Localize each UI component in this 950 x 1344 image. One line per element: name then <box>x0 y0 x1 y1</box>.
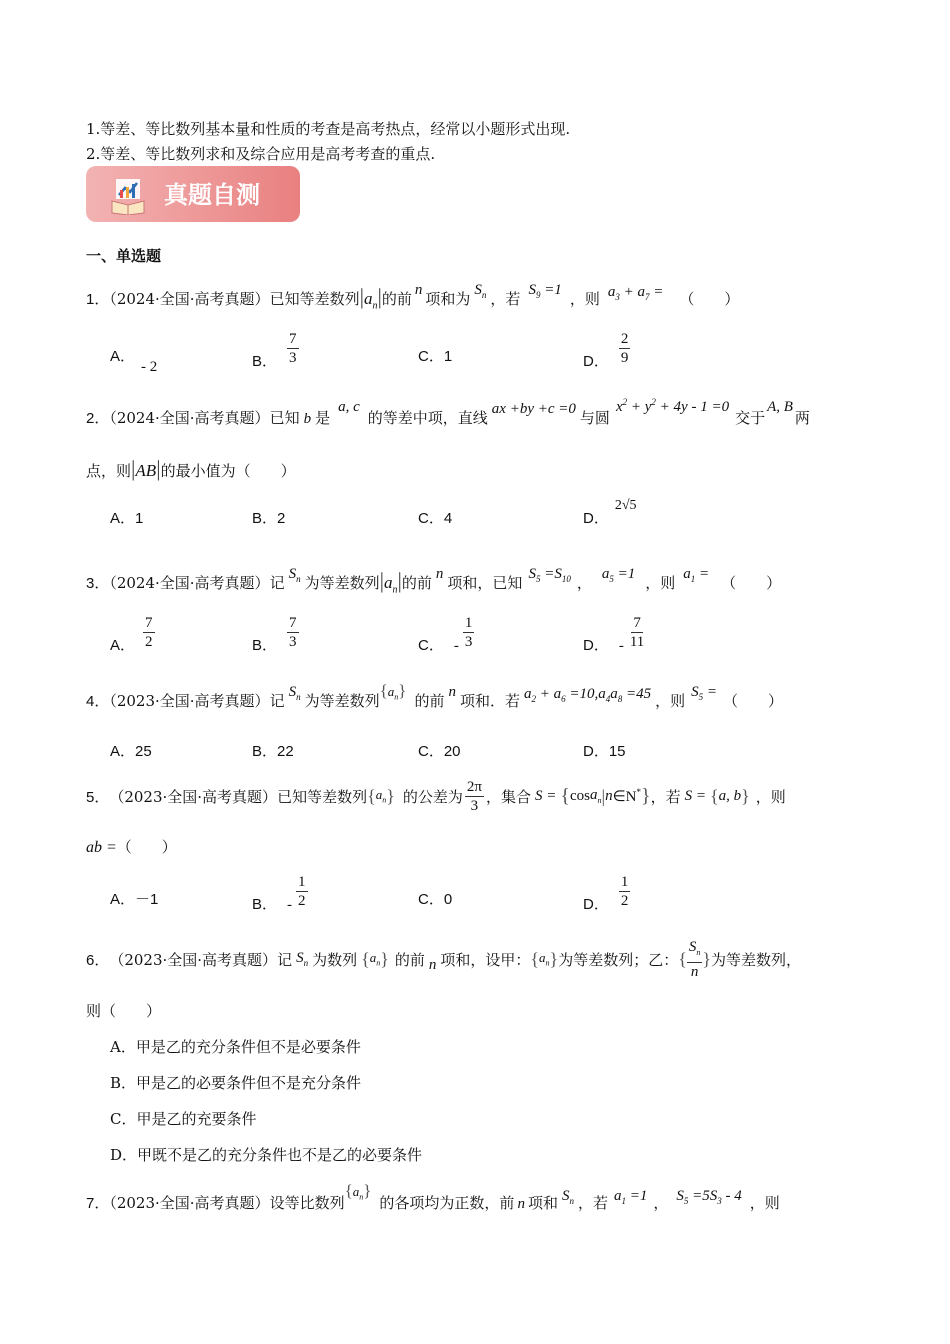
book-chart-icon <box>110 175 146 219</box>
q1-option-b[interactable]: B． $\frac{7}{3}$ <box>252 331 297 371</box>
q6-option-b[interactable]: B．甲是乙的必要条件但不是充分条件 <box>110 1074 362 1092</box>
q3-option-d[interactable]: D． - $\frac{7}{11}$ <box>583 615 645 655</box>
q1-option-d[interactable]: D． $\frac{2}{9}$ <box>583 331 629 371</box>
section-title: 一、单选题 <box>86 247 162 265</box>
q2-option-c[interactable]: C．4 <box>418 510 453 527</box>
question-7: 7．（2023·全国·高考真题）设等比数列$\{a_n\}$的各项均为正数，前 n 项和 $S_n$ ，若 $a_1 =1$ ， $S_5 =5S_3 - 4$ ，则 <box>86 1181 780 1212</box>
intro-line-1: 1.等差、等比数列基本量和性质的考查是高考热点，经常以小题形式出现. <box>86 120 571 138</box>
q4-option-d[interactable]: D．15 <box>583 743 626 760</box>
intro-line-2: 2.等差、等比数列求和及综合应用是高考考查的重点. <box>86 145 436 163</box>
question-6-line-2: 则（ ） <box>86 1002 162 1020</box>
question-6: 6． （2023·全国·高考真题） 记 $S_n$ 为数列 { $a_n$ } 的前 n 项和，设甲： { $a_n$ } 为等差数列；乙： { $\frac{S_n}{n}$ } 为等差数列， <box>86 938 801 980</box>
q5-option-c[interactable]: C．0 <box>418 891 453 908</box>
q1-option-a[interactable]: A．- 2 <box>110 348 158 375</box>
q4-option-a[interactable]: A．25 <box>110 743 152 760</box>
q2-option-a[interactable]: A．1 <box>110 510 144 527</box>
q5-option-b[interactable]: B． - $\frac{1}{2}$ <box>252 874 306 914</box>
q3-option-b[interactable]: B． $\frac{7}{3}$ <box>252 615 297 655</box>
q5-option-d[interactable]: D． $\frac{1}{2}$ <box>583 874 629 914</box>
q4-option-b[interactable]: B．22 <box>252 743 294 760</box>
question-3: 3．（2024·全国·高考真题）记 $S_n$ 为等差数列$|a_n|$的前 n 项和，已知 $S_5 =S_{10}$ ， $a_5 =1$ ，则 $a_1$ = （ ） <box>86 566 782 596</box>
question-2: 2．（2024·全国·高考真题）已知 b 是a, c的等差中项，直线 ax +by +c =0 与圆$x^2 + y^2 + 4y - 1 =0$交于A, B两 <box>86 397 810 427</box>
question-5-line-2: ab =（ ） <box>86 838 177 856</box>
q3-option-a[interactable]: A． $\frac{7}{2}$ <box>110 615 153 655</box>
q6-option-a[interactable]: A．甲是乙的充分条件但不是必要条件 <box>110 1038 361 1056</box>
q6-option-d[interactable]: D．甲既不是乙的充分条件也不是乙的必要条件 <box>110 1146 423 1164</box>
section-banner <box>86 166 300 222</box>
q6-option-c[interactable]: C．甲是乙的充要条件 <box>110 1110 257 1128</box>
q2-option-d[interactable]: D．2√5 <box>583 498 637 527</box>
q5-option-a[interactable]: A．－1 <box>110 891 159 908</box>
q4-option-c[interactable]: C．20 <box>418 743 461 760</box>
question-2-line-2: 点，则|AB|的最小值为（ ） <box>86 456 296 481</box>
q3-option-c[interactable]: C． - $\frac{1}{3}$ <box>418 615 473 655</box>
banner-title: 真题自测 <box>164 181 260 209</box>
question-1: 1．（2024·全国·高考真题）已知等差数列$|a_n|$的前 n 项和为 $S_n$ ，若 $S_9 =1$ ，则 $a_3 + a_7$ = （ ） <box>86 282 740 312</box>
question-4: 4．（2023·全国·高考真题）记 $S_n$ 为等差数列$\{a_n\}$的前 n 项和．若 $a_2 + a_6 =10,a_4a_8 =45$ ，则 $S_5$ = （ ） <box>86 681 783 710</box>
q2-option-b[interactable]: B．2 <box>252 510 286 527</box>
question-5: 5． （2023·全国·高考真题） 已知等差数列 { $a_n$ } 的公差为 $\frac{2\pi}{3}$ ，集合 S = { cos $a_n$ | n ∈N* } ，若 S = { a, b } ，则 <box>86 778 786 814</box>
q1-option-c[interactable]: C．1 <box>418 348 453 365</box>
